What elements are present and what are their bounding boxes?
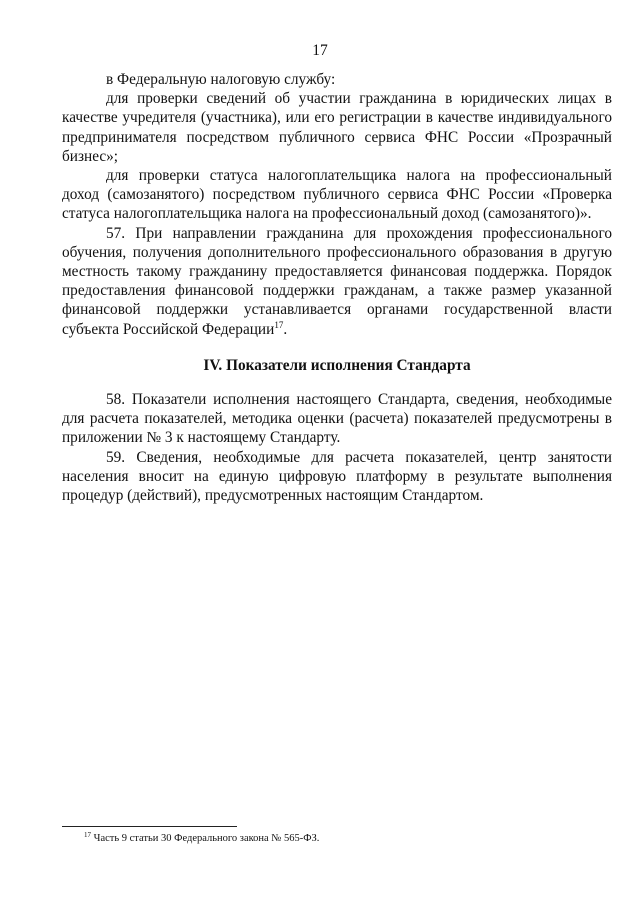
footnote-marker: 17 bbox=[84, 831, 91, 839]
page-number: 17 bbox=[312, 42, 328, 59]
paragraph-57 bbox=[62, 224, 612, 339]
footnote-divider bbox=[62, 826, 237, 827]
footnote bbox=[84, 832, 604, 845]
paragraph-59: 59. Сведения, необходимые для расчета показателей, центр занятости населения вносит на единую цифровую платформу в результате выполнения процедур (действий), предусмотренных настоящим Стандартом. bbox=[62, 448, 612, 505]
paragraph-self-employed-check: для проверки статуса налогоплательщика налога на профессиональный доход (самозанятого) посредством публичного сервиса ФНС России «Проверка статуса налогоплательщика налога на профессиональный доход (самозанятого)». bbox=[62, 167, 612, 223]
section-heading: IV. Показатели исполнения Стандарта bbox=[203, 356, 471, 374]
paragraph-fns-intro: в Федеральную налоговую службу: bbox=[106, 71, 336, 88]
paragraph-transparent-business: для проверки сведений об участии гражданина в юридических лицах в качестве учредителя (участника), или его регистрации в качестве индивидуального предпринимателя посредством публичного сервиса ФНС России «Прозрачный бизнес»; bbox=[62, 90, 612, 165]
paragraph-57-text: 57. При направлении гражданина для прохождения профессионального обучения, получения дополнительного профессионального образования в другую местность такому гражданину предоставляется финансовая поддержка. Порядок предоставления финансовой поддержки гражданам, а также размер указанной финансовой поддержки устанавливается органами государственной власти субъекта Российской Федерации bbox=[62, 224, 612, 338]
footnote-text: Часть 9 статьи 30 Федерального закона № 565-ФЗ. bbox=[91, 833, 320, 844]
footnote-ref-17[interactable]: 17 bbox=[274, 319, 284, 330]
document-body bbox=[62, 70, 612, 505]
paragraph-58: 58. Показатели исполнения настоящего Стандарта, сведения, необходимые для расчета показателей, методика оценки (расчета) показателей предусмотрены в приложении № 3 к настоящему Стандарту. bbox=[62, 391, 612, 447]
paragraph-57-end: . bbox=[283, 320, 288, 338]
